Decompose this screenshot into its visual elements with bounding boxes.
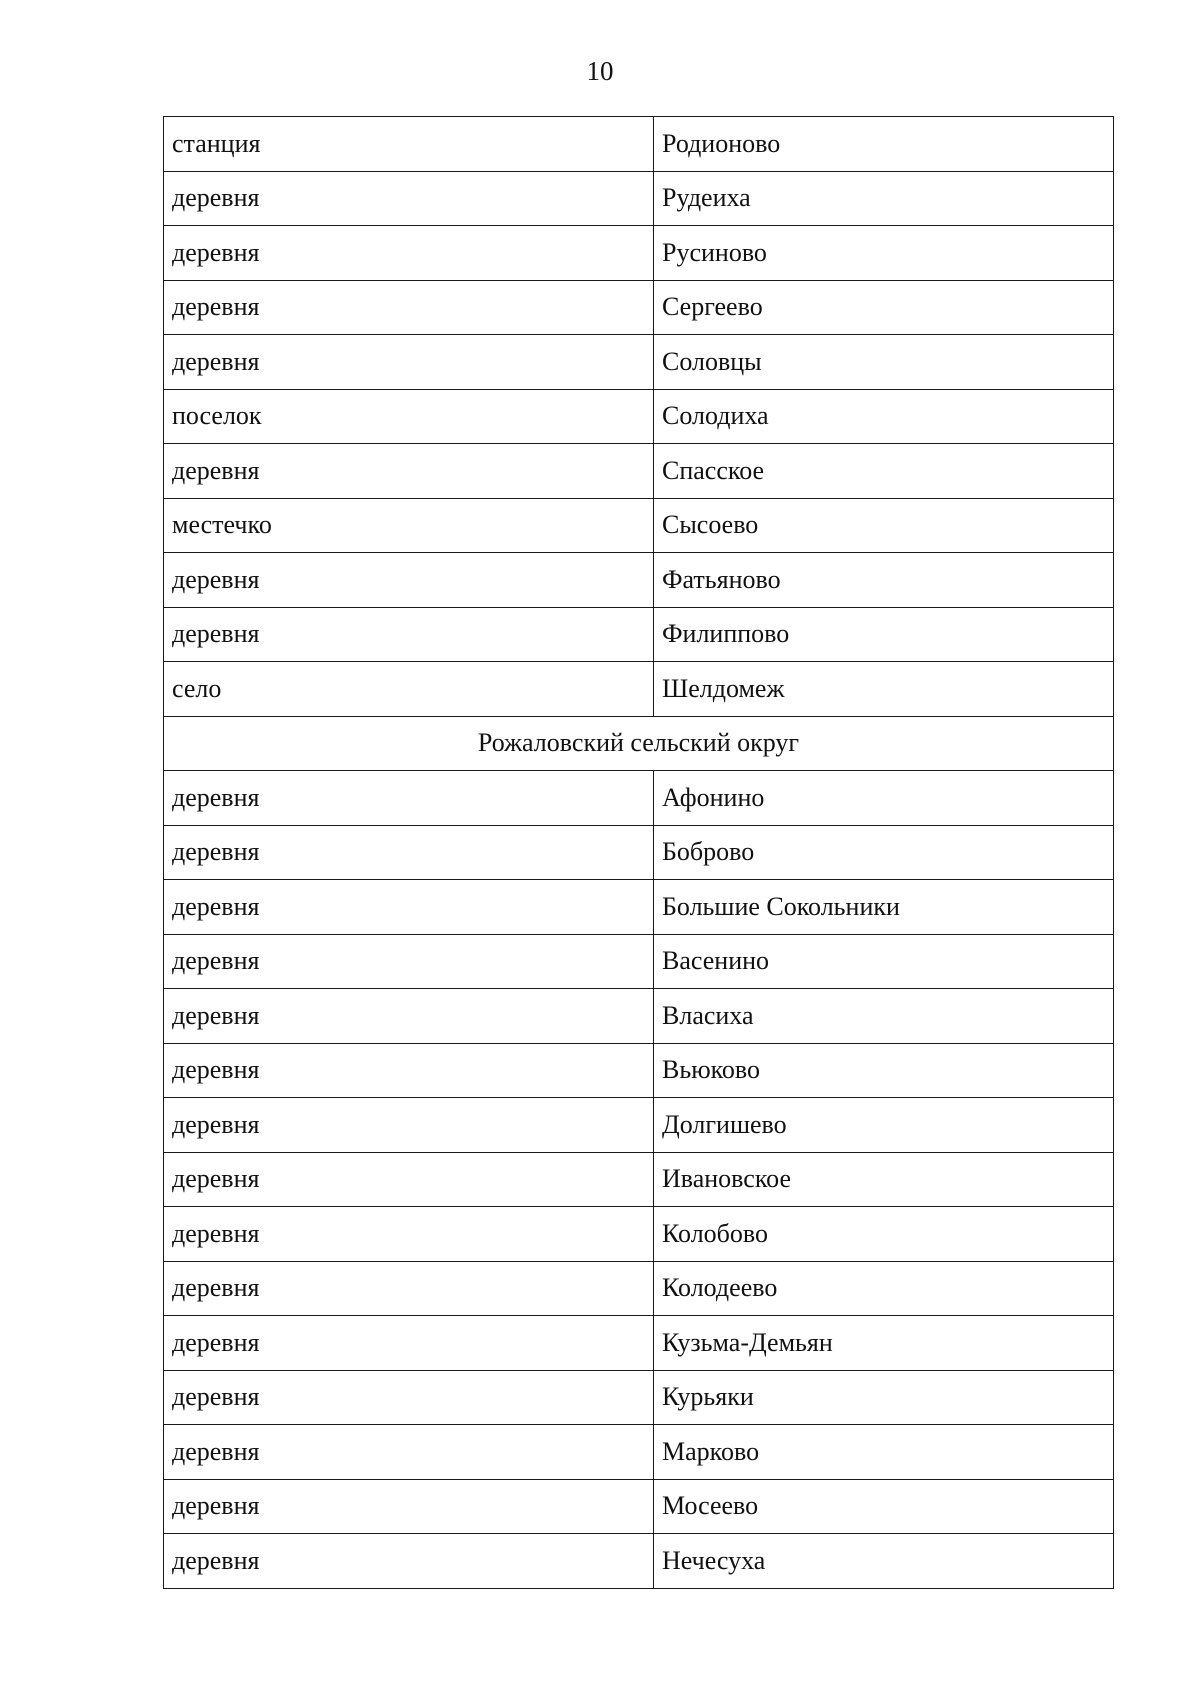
table-row [164,1425,1114,1480]
settlement-type-cell: деревня [164,1479,654,1534]
page-number: 10 [586,56,614,86]
settlement-type-cell: деревня [164,1098,654,1153]
settlement-name-cell: Марково [654,1425,1114,1480]
settlement-name-cell: Власиха [654,989,1114,1044]
settlement-type-cell: деревня [164,825,654,880]
settlement-name-cell: Афонино [654,771,1114,826]
table-row [164,771,1114,826]
settlement-type-cell: деревня [164,444,654,499]
settlement-name-cell: Сысоево [654,498,1114,553]
settlement-type-cell: деревня [164,1152,654,1207]
settlements-table [163,116,1114,1589]
settlement-name-cell: Кузьма-Демьян [654,1316,1114,1371]
settlement-type-cell: деревня [164,880,654,935]
settlement-name-cell: Спасское [654,444,1114,499]
table-row [164,662,1114,717]
table-row [164,1479,1114,1534]
section-row [164,716,1114,771]
table-row [164,553,1114,608]
settlement-name-cell: Боброво [654,825,1114,880]
table-row [164,444,1114,499]
settlement-name-cell: Колодеево [654,1261,1114,1316]
settlement-type-cell: деревня [164,553,654,608]
settlement-type-cell: деревня [164,607,654,662]
table-row [164,498,1114,553]
settlement-name-cell: Нечесуха [654,1534,1114,1589]
settlement-name-cell: Большие Сокольники [654,880,1114,935]
table-row [164,934,1114,989]
settlement-type-cell: деревня [164,1261,654,1316]
table-row [164,1370,1114,1425]
table-row [164,335,1114,390]
settlements-table-body [164,117,1114,1589]
settlement-type-cell: деревня [164,226,654,281]
table-row [164,389,1114,444]
table-row [164,825,1114,880]
settlement-name-cell: Васенино [654,934,1114,989]
settlement-type-cell: деревня [164,1316,654,1371]
settlement-type-cell: деревня [164,1370,654,1425]
settlement-name-cell: Русиново [654,226,1114,281]
settlement-type-cell: деревня [164,1207,654,1262]
settlement-type-cell: село [164,662,654,717]
settlement-name-cell: Шелдомеж [654,662,1114,717]
table-row [164,1207,1114,1262]
settlement-type-cell: деревня [164,280,654,335]
settlement-type-cell: местечко [164,498,654,553]
table-row [164,280,1114,335]
settlement-type-cell: станция [164,117,654,172]
settlement-name-cell: Вьюково [654,1043,1114,1098]
table-row [164,989,1114,1044]
settlement-type-cell: деревня [164,771,654,826]
settlement-type-cell: поселок [164,389,654,444]
settlement-name-cell: Колобово [654,1207,1114,1262]
settlement-type-cell: деревня [164,1043,654,1098]
table-row [164,1098,1114,1153]
settlement-type-cell: деревня [164,335,654,390]
table-row [164,1043,1114,1098]
table-row [164,1152,1114,1207]
table-row [164,880,1114,935]
settlement-name-cell: Рудеиха [654,171,1114,226]
settlement-name-cell: Ивановское [654,1152,1114,1207]
table-row [164,1316,1114,1371]
table-row [164,117,1114,172]
settlement-type-cell: деревня [164,989,654,1044]
settlement-type-cell: деревня [164,171,654,226]
settlement-name-cell: Филиппово [654,607,1114,662]
table-row [164,607,1114,662]
table-row [164,1534,1114,1589]
settlement-name-cell: Долгишево [654,1098,1114,1153]
settlement-name-cell: Солодиха [654,389,1114,444]
table-row [164,171,1114,226]
settlement-name-cell: Курьяки [654,1370,1114,1425]
settlement-type-cell: деревня [164,1534,654,1589]
section-heading: Рожаловский сельский округ [164,716,1114,771]
settlement-type-cell: деревня [164,934,654,989]
settlement-name-cell: Фатьяново [654,553,1114,608]
settlement-name-cell: Родионово [654,117,1114,172]
table-row [164,1261,1114,1316]
settlement-name-cell: Соловцы [654,335,1114,390]
settlement-name-cell: Мосеево [654,1479,1114,1534]
settlement-type-cell: деревня [164,1425,654,1480]
table-row [164,226,1114,281]
settlement-name-cell: Сергеево [654,280,1114,335]
